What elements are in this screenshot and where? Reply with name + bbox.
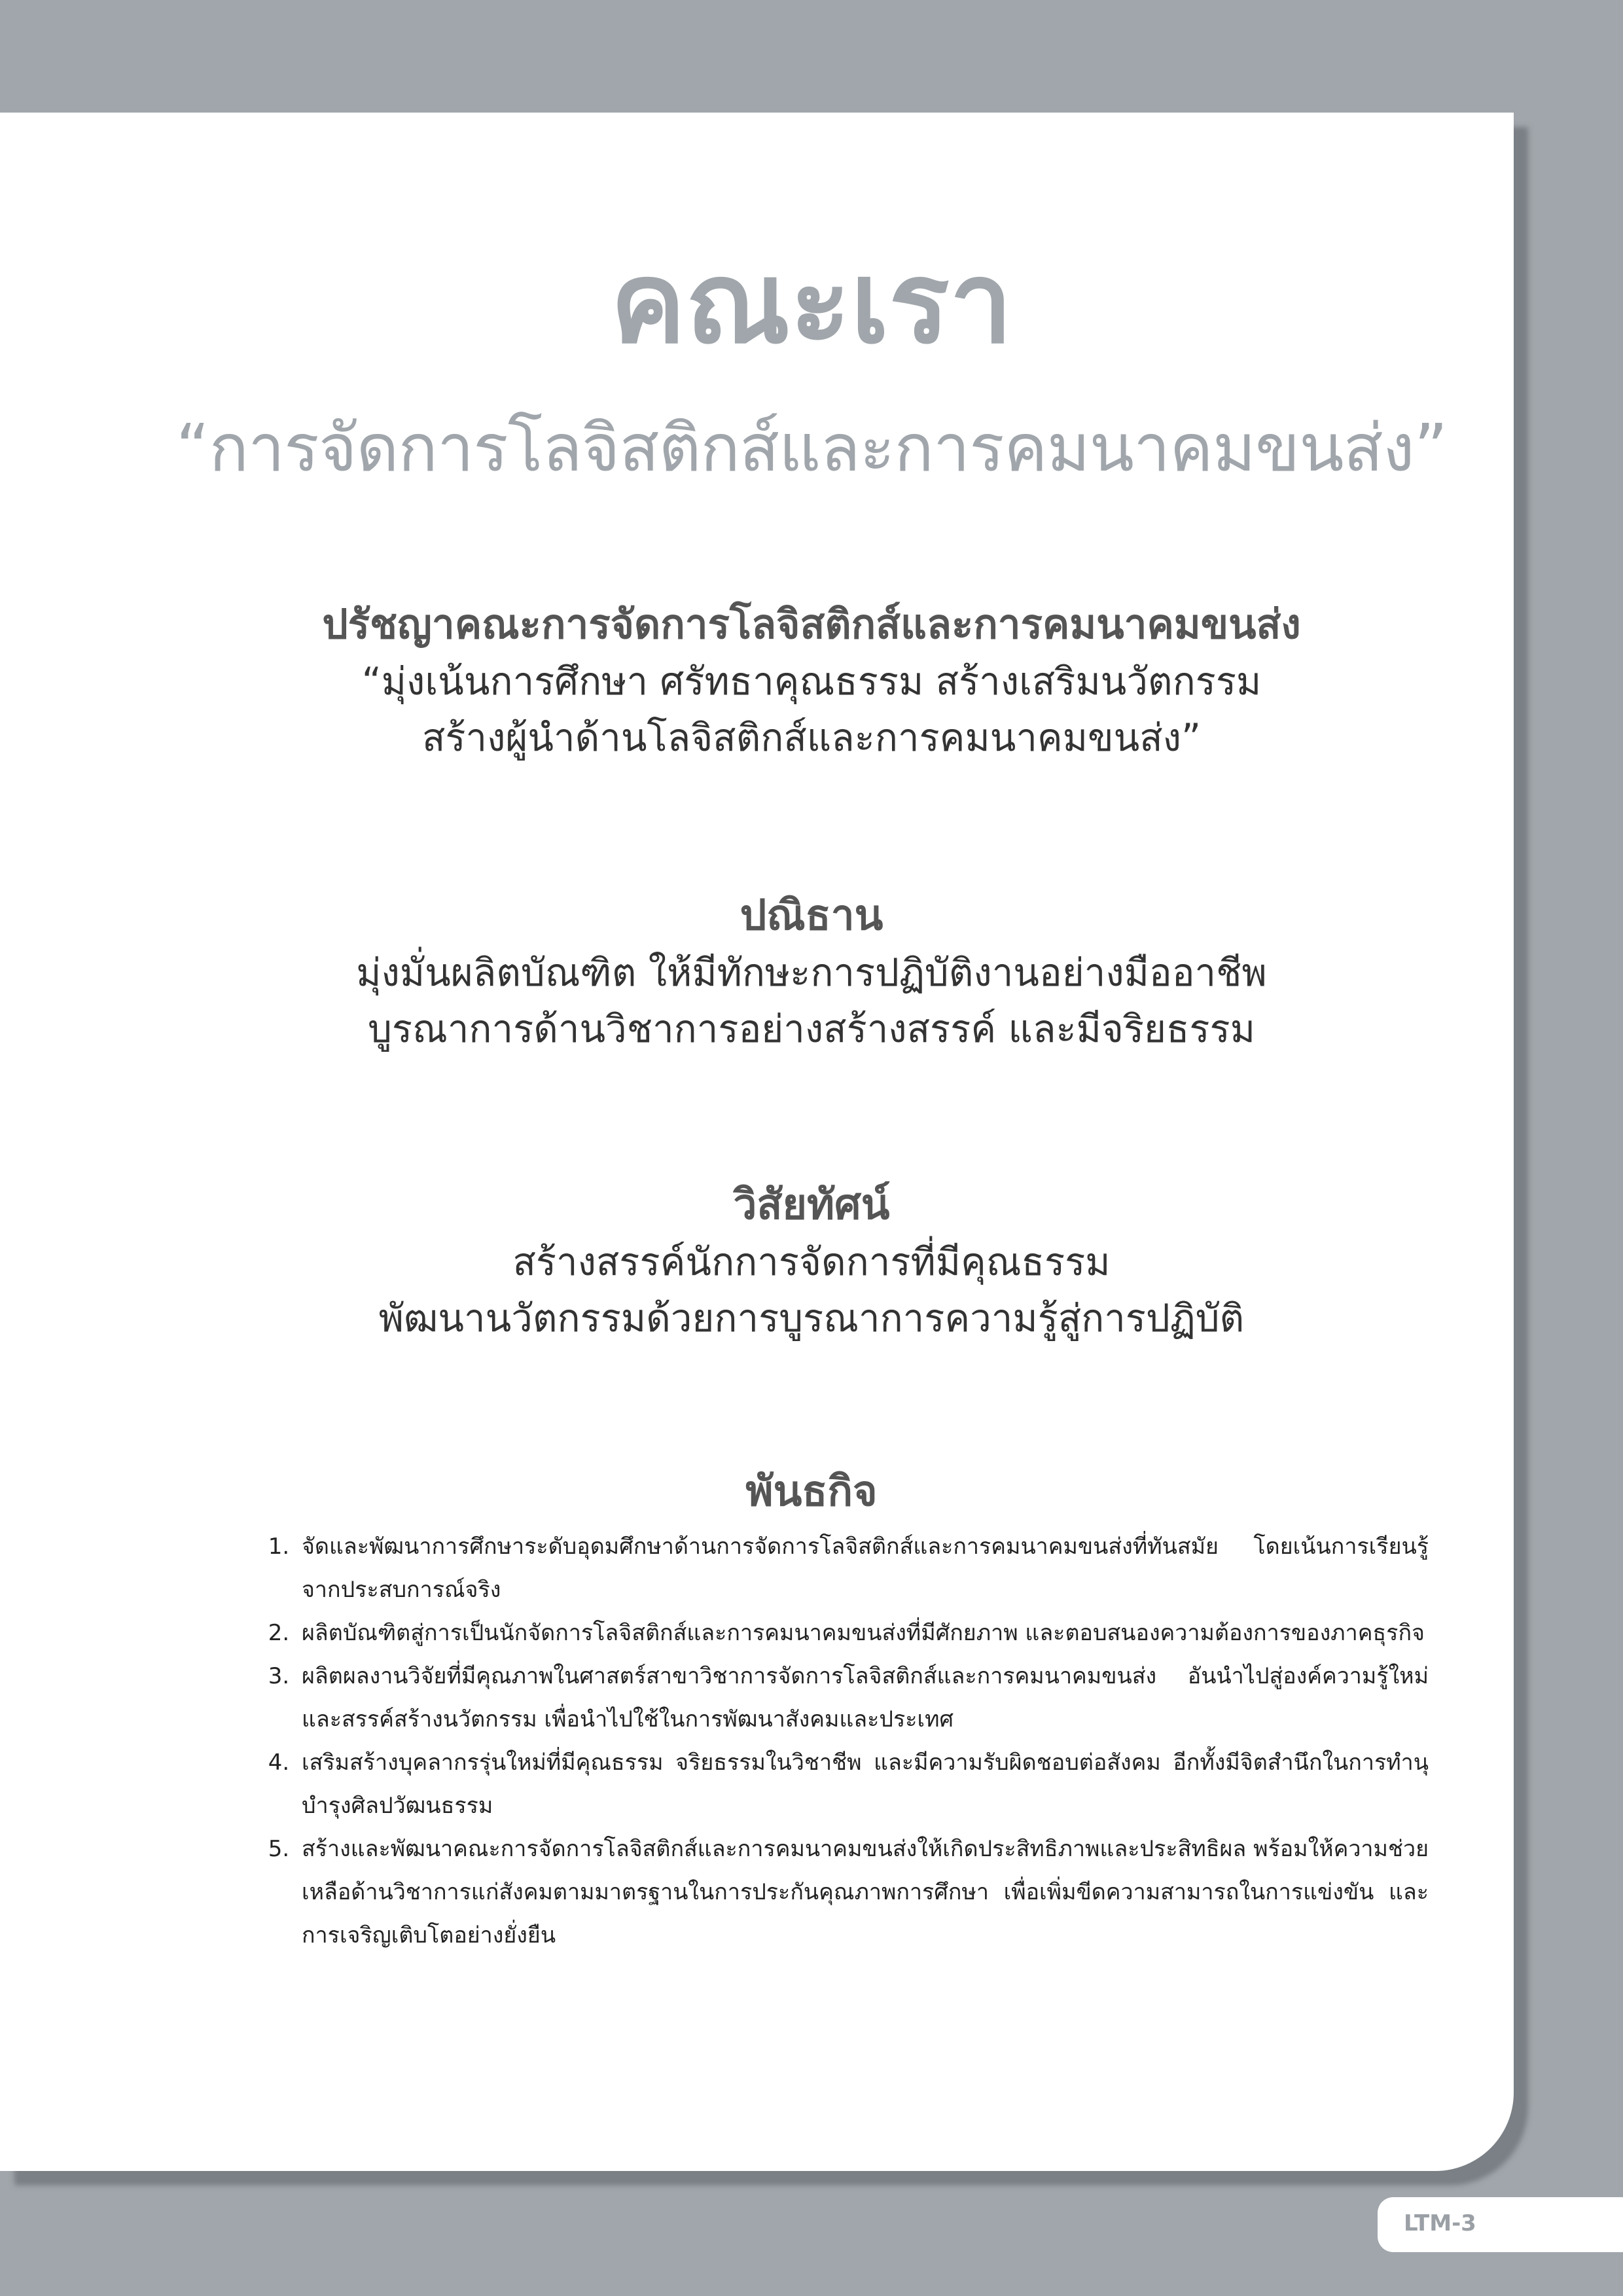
mission-section	[0, 1463, 1623, 1520]
philosophy-heading: ปรัชญาคณะการจัดการโลจิสติกส์และการคมนาคมขนส่ง	[322, 600, 1301, 648]
determination-line-1: มุ่งมั่นผลิตบัณฑิต ให้มีทักษะการปฏิบัติงานอย่างมืออาชีพ	[356, 950, 1267, 995]
vision-line-2: พัฒนานวัตกรรมด้วยการบูรณาการความรู้สู่การปฏิบัติ	[378, 1296, 1245, 1340]
vision-line-1: สร้างสรรค์นักการจัดการที่มีคุณธรรม	[512, 1240, 1111, 1284]
philosophy-section	[0, 596, 1623, 766]
mission-item-2: 2. ผลิตบัณฑิตสู่การเป็นนักจัดการโลจิสติกส์และการคมนาคมขนส่งที่มีศักยภาพ และตอบสนองความต้องการของภาคธุรกิจ	[296, 1611, 1429, 1655]
determination-section	[0, 887, 1623, 1057]
determination-heading: ปณิธาน	[740, 891, 883, 940]
mission-heading: พันธกิจ	[745, 1467, 878, 1516]
vision-heading: วิสัยทัศน์	[733, 1181, 890, 1229]
mission-item-1: 1. จัดและพัฒนาการศึกษาระดับอุดมศึกษาด้านการจัดการโลจิสติกส์และการคมนาคมขนส่งที่ทันสมัย โดยเน้นการเรียนรู้จากประสบการณ์จริง	[296, 1525, 1429, 1611]
vision-section	[0, 1176, 1623, 1346]
mission-item-4: 4. เสริมสร้างบุคลากรรุ่นใหม่ที่มีคุณธรรม จริยธรรมในวิชาชีพ และมีความรับผิดชอบต่อสังคม อีกทั้งมีจิตสำนึกในการทำนุบำรุงศิลปวัฒนธรรม	[296, 1741, 1429, 1827]
mission-item-5: 5. สร้างและพัฒนาคณะการจัดการโลจิสติกส์และการคมนาคมขนส่งให้เกิดประสิทธิภาพและประสิทธิผล พร้อมให้ความช่วยเหลือด้านวิชาการแก่สังคมตามมาตรฐานในการประกันคุณภาพการศึกษา เพื่อเพิ่มขีดความสามารถในการแข่งขัน และการเจริญเติบโตอย่างยั่งยืน	[296, 1827, 1429, 1957]
page-subtitle: “การจัดการโลจิสติกส์และการคมนาคมขนส่ง”	[175, 410, 1448, 486]
philosophy-line-1: “มุ่งเน้นการศึกษา ศรัทธาคุณธรรม สร้างเสริมนวัตกรรม	[361, 659, 1262, 704]
determination-line-2: บูรณาการด้านวิชาการอย่างสร้างสรรค์ และมีจริยธรรม	[368, 1007, 1255, 1051]
philosophy-line-2: สร้างผู้นำด้านโลจิสติกส์และการคมนาคมขนส่ง”	[421, 715, 1202, 760]
page-title: คณะเรา	[610, 237, 1013, 368]
mission-list	[259, 1525, 1429, 1957]
mission-item-3: 3. ผลิตผลงานวิจัยที่มีคุณภาพในศาสตร์สาขาวิชาการจัดการโลจิสติกส์และการคมนาคมขนส่ง อันนำไปสู่องค์ความรู้ใหม่และสรรค์สร้างนวัตกรรม เพื่อนำไปใช้ในการพัฒนาสังคมและประเทศ	[296, 1655, 1429, 1741]
page-number-tab	[1378, 2197, 1623, 2252]
page-number: LTM-3	[1404, 2210, 1476, 2236]
